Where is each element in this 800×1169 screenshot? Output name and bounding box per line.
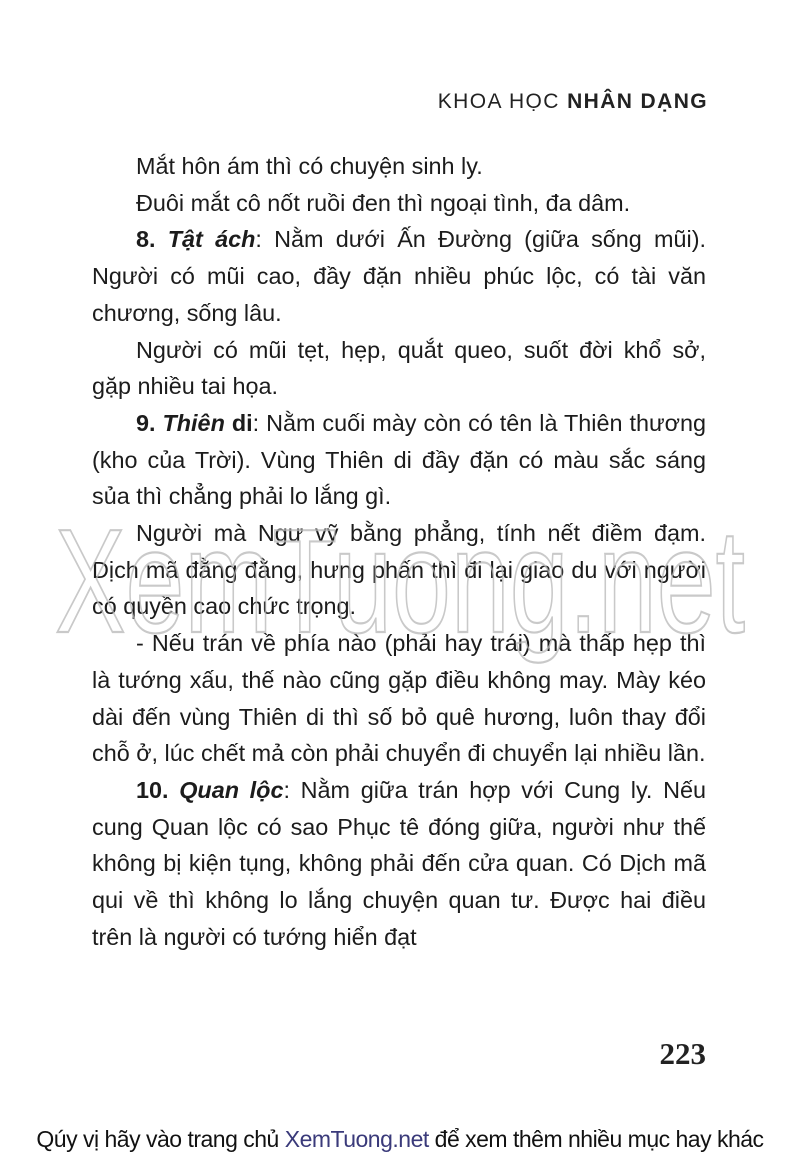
paragraph-quan-loc xyxy=(92,772,706,956)
item-number: 8. xyxy=(136,226,156,253)
item-text: : Nằm cuối mày còn có tên là Thiên thương (kho của Trời). Vùng Thiên di đầy đặn có màu sắc sáng sủa thì chẳng phải lo lắng gì. xyxy=(92,409,706,510)
footer-site-link[interactable]: XemTuong.net xyxy=(284,1126,429,1152)
paragraph: Đuôi mắt cô nốt ruồi đen thì ngoại tình, đa dâm. xyxy=(136,189,631,216)
page-number: 223 xyxy=(659,1036,706,1071)
header-title: NHÂN DẠNG xyxy=(567,90,708,113)
paragraph: - Nếu trán về phía nào (phải hay trái) mà thấp hẹp thì là tướng xấu, thế nào cũng gặp điều không may. Mày kéo dài đến vùng Thiên di thì số bỏ quê hương, luôn thay đổi chỗ ở, lúc chết mả còn phải chuyển đi chuyển lại nhiều lần. xyxy=(92,630,706,767)
item-term: Quan lộc xyxy=(179,776,284,803)
header-prefix: KHOA HỌC xyxy=(437,90,560,113)
running-header xyxy=(438,90,708,114)
item-number: 10. xyxy=(136,776,169,803)
item-text: : Nằm dưới Ấn Đường (giữa sống mũi). Người có mũi cao, đầy đặn nhiều phúc lộc, có tài văn chương, sống lâu. xyxy=(92,226,707,326)
item-term-suffix: di xyxy=(231,409,253,436)
paragraph: Người mà Ngư vỹ bằng phẳng, tính nết điềm đạm. Dịch mã đằng đằng, hưng phấn thì đi lại giao du với người có quyền cao chức trọng. xyxy=(92,520,706,620)
footer-text-end: để xem thêm nhiều mục hay khác xyxy=(428,1126,764,1152)
footer-text: Qúy vị hãy vào trang chủ xyxy=(36,1126,285,1152)
item-term: Tật ách xyxy=(167,226,256,253)
item-number: 9. xyxy=(136,409,156,436)
item-text: : Nằm giữa trán hợp với Cung ly. Nếu cung Quan lộc có sao Phục tê đóng giữa, người như thế không bị kiện tụng, không phải đến cửa quan. Có Dịch mã qui về thì không lo lắng chuyện quan tư. Được hai điều trên là người có tướng hiển đạt xyxy=(92,776,707,950)
footer-banner xyxy=(0,1126,800,1153)
paragraph: Mắt hôn ám thì có chuyện sinh ly. xyxy=(136,153,483,179)
paragraph-thien-di xyxy=(92,405,706,515)
watermark-text: XemTuong.net xyxy=(55,500,745,664)
paragraph-tat-ach xyxy=(92,221,706,331)
item-term: Thiên xyxy=(162,409,225,436)
paragraph: Người có mũi tẹt, hẹp, quắt queo, suốt đời khổ sở, gặp nhiều tai họa. xyxy=(92,336,706,400)
page-body xyxy=(92,148,706,955)
